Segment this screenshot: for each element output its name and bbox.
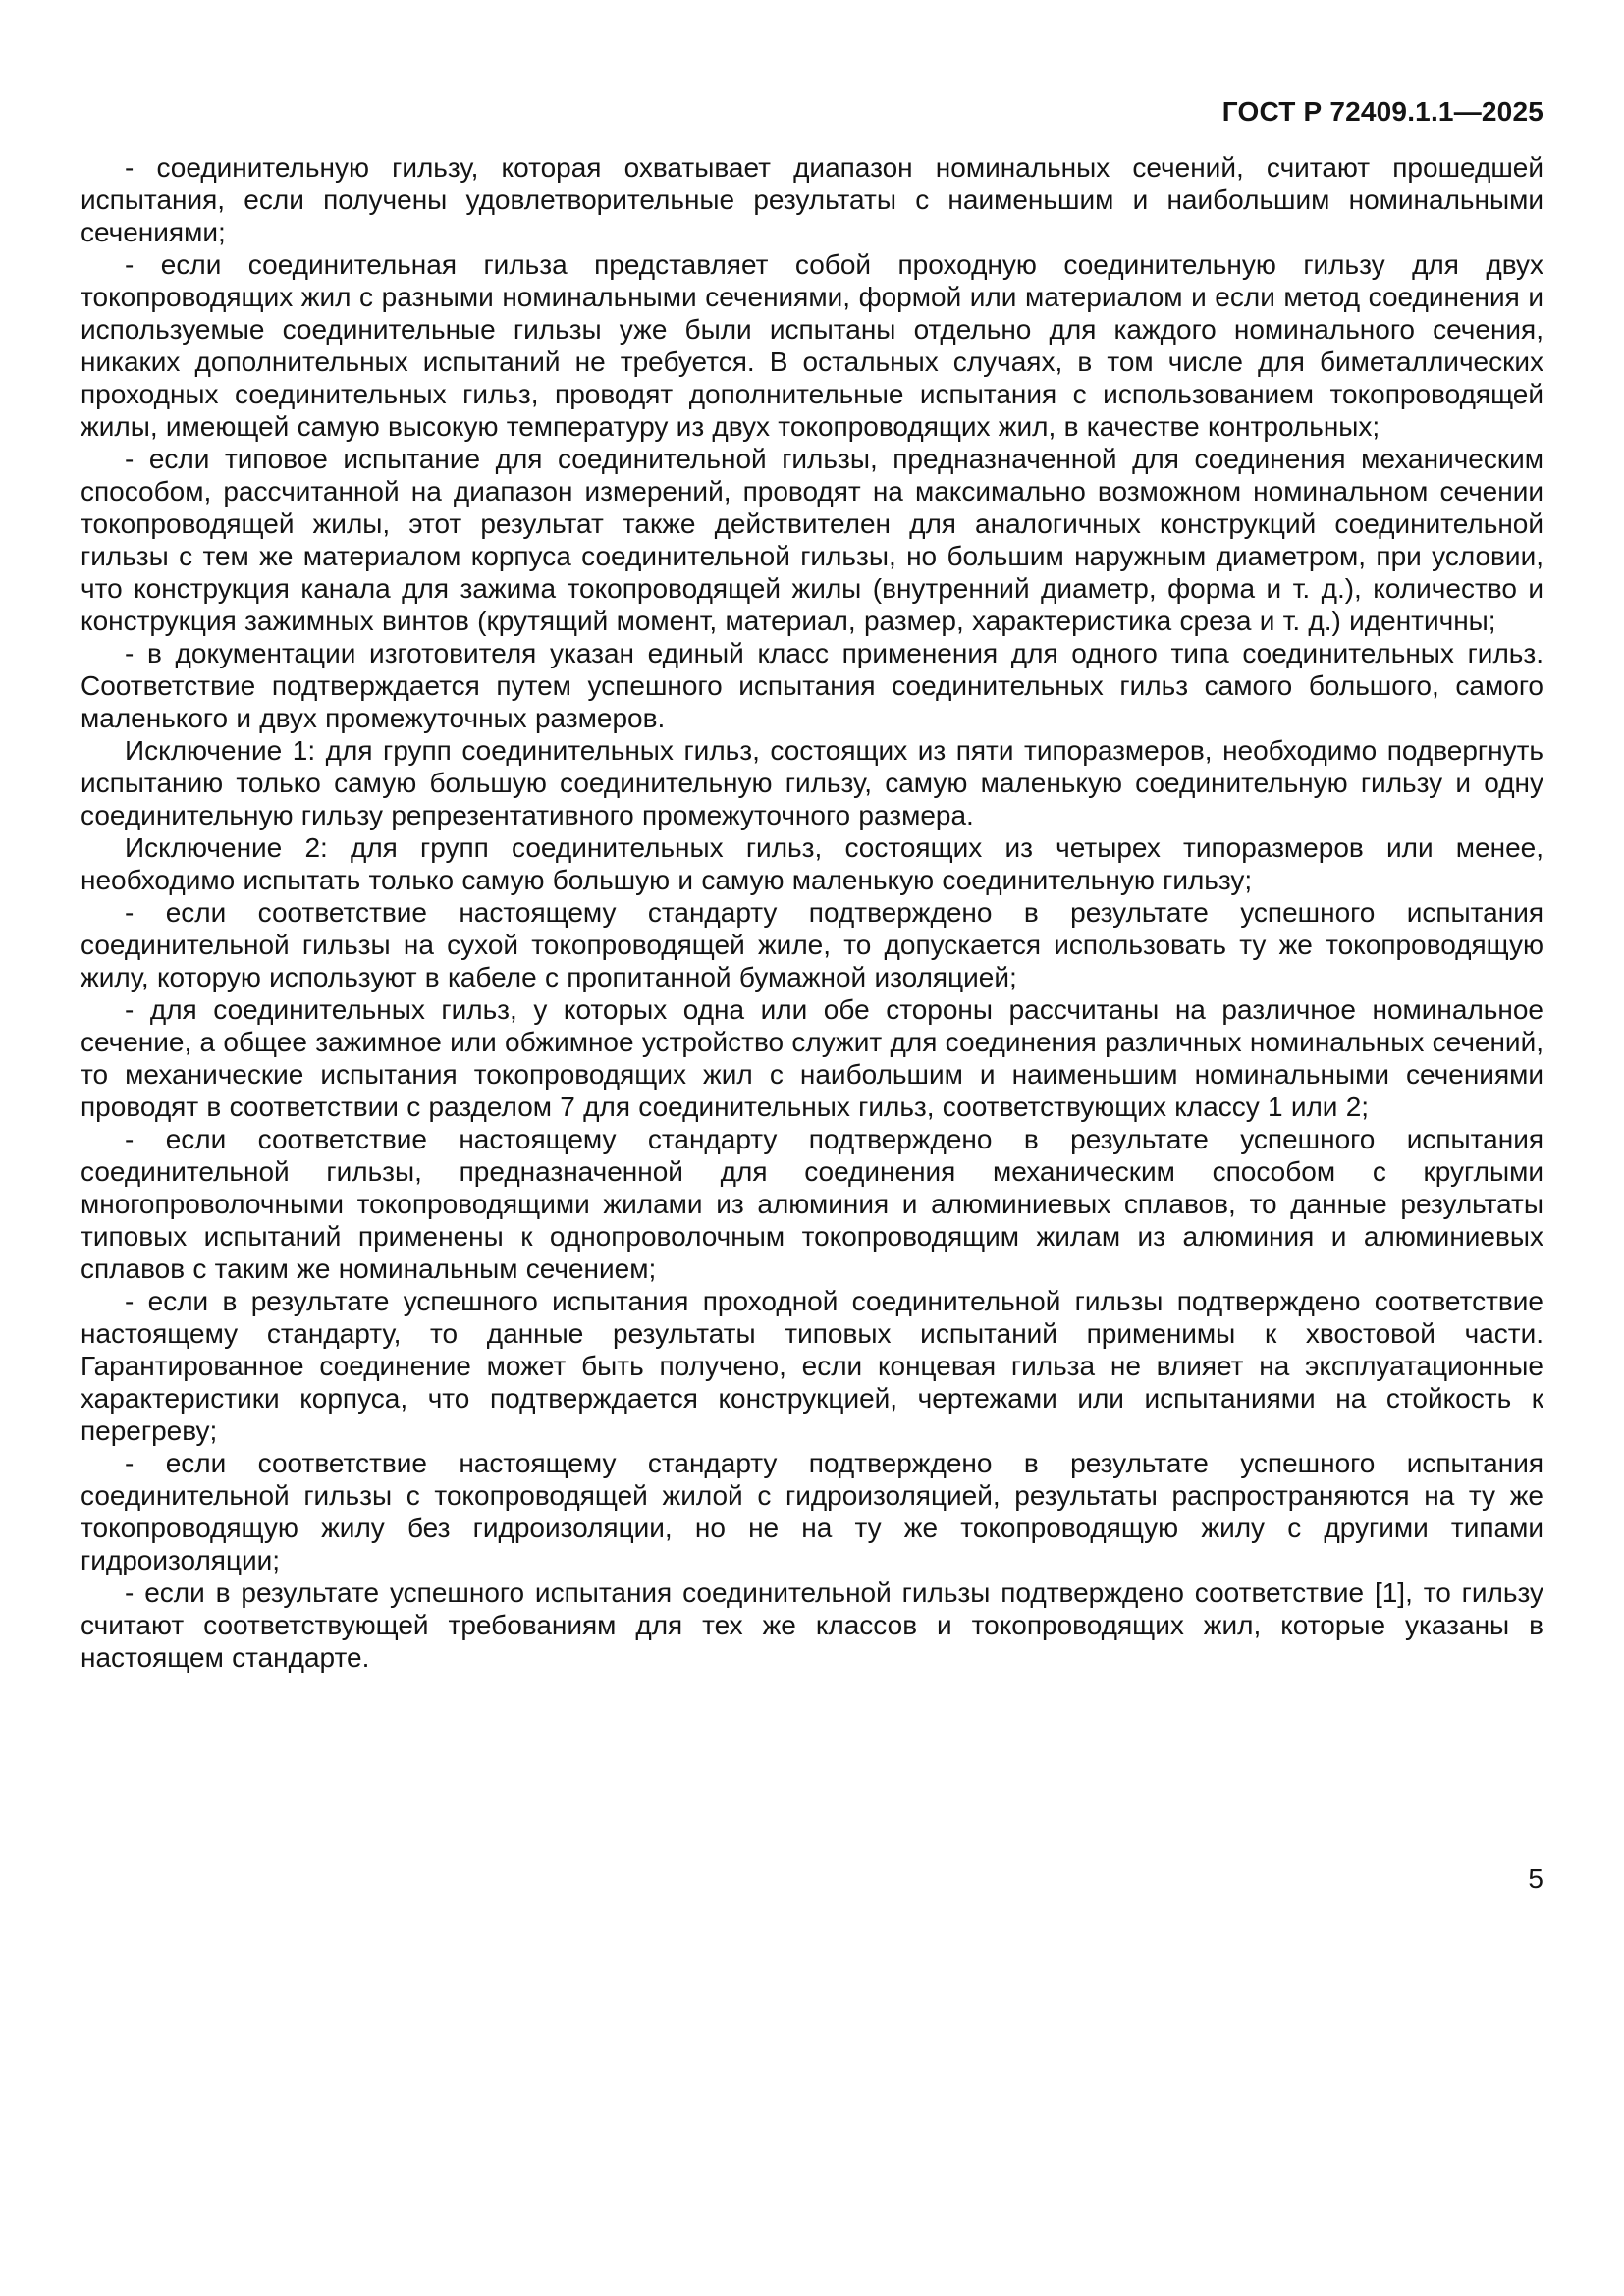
- document-body: [81, 151, 1543, 1674]
- paragraph-bullet: - в документации изготовителя указан единый класс применения для одного типа соединительных гильз. Соответствие подтверждается путем успешного испытания соединительных гильз самого большого, самого маленького и двух промежуточных размеров.: [81, 638, 1543, 733]
- page-number: 5: [1528, 1863, 1543, 1894]
- paragraph-bullet: - если соответствие настоящему стандарту подтверждено в результате успешного испытания соединительной гильзы с токопроводящей жилой с гидроизоляцией, результаты распространяются на ту же токопроводящую жилу без гидроизоляции, но не на ту же токопроводящую жилу с другими типами гидроизоляции;: [81, 1448, 1543, 1575]
- paragraph-exception-2: Исключение 2: для групп соединительных гильз, состоящих из четырех типоразмеров или менее, необходимо испытать только самую большую и самую маленькую соединительную гильзу;: [81, 832, 1543, 895]
- paragraph-bullet: - для соединительных гильз, у которых одна или обе стороны рассчитаны на различное номинальное сечение, а общее зажимное или обжимное устройство служит для соединения различных номинальных сечений, то механические испытания токопроводящих жил с наибольшим и наименьшим номинальными сечениями проводят в соответствии с разделом 7 для соединительных гильз, соответствующих классу 1 или 2;: [81, 994, 1543, 1122]
- paragraph-bullet: - если типовое испытание для соединительной гильзы, предназначенной для соединения механическим способом, рассчитанной на диапазон измерений, проводят на максимально возможном номинальном сечении токопроводящей жилы, этот результат также действителен для аналогичных конструкций соединительной гильзы с тем же материалом корпуса соединительной гильзы, но большим наружным диаметром, при условии, что конструкция канала для зажима токопроводящей жилы (внутренний диаметр, форма и т. д.), количество и конструкция зажимных винтов (крутящий момент, материал, размер, характеристика среза и т. д.) идентичны;: [81, 444, 1543, 636]
- document-header-standard-number: ГОСТ Р 72409.1.1—2025: [1221, 96, 1543, 127]
- paragraph-bullet: - если соединительная гильза представляет собой проходную соединительную гильзу для двух токопроводящих жил с разными номинальными сечениями, формой или материалом и если метод соединения и используемые соединительные гильзы уже были испытаны отдельно для каждого номинального сечения, никаких дополнительных испытаний не требуется. В остальных случаях, в том числе для биметаллических проходных соединительных гильз, проводят дополнительные испытания с использованием токопроводящей жилы, имеющей самую высокую температуру из двух токопроводящих жил, в качестве контрольных;: [81, 249, 1543, 442]
- paragraph-bullet: - если соответствие настоящему стандарту подтверждено в результате успешного испытания соединительной гильзы, предназначенной для соединения механическим способом с круглыми многопроволочными токопроводящими жилами из алюминия и алюминиевых сплавов, то данные результаты типовых испытаний применены к однопроволочным токопроводящим жилам из алюминия и алюминиевых сплавов с таким же номинальным сечением;: [81, 1124, 1543, 1284]
- paragraph-bullet: - если в результате успешного испытания проходной соединительной гильзы подтверждено соответствие настоящему стандарту, то данные результаты типовых испытаний применимы к хвостовой части. Гарантированное соединение может быть получено, если концевая гильза не влияет на эксплуатационные характеристики корпуса, что подтверждается конструкцией, чертежами или испытаниями на стойкость к перегреву;: [81, 1286, 1543, 1446]
- paragraph-bullet: - если соответствие настоящему стандарту подтверждено в результате успешного испытания соединительной гильзы на сухой токопроводящей жиле, то допускается использовать ту же токопроводящую жилу, которую используют в кабеле с пропитанной бумажной изоляцией;: [81, 897, 1543, 992]
- paragraph-bullet: - соединительную гильзу, которая охватывает диапазон номинальных сечений, считают прошедшей испытания, если получены удовлетворительные результаты с наименьшим и наибольшим номинальными сечениями;: [81, 152, 1543, 247]
- paragraph-bullet: - если в результате успешного испытания соединительной гильзы подтверждено соответствие [1], то гильзу считают соответствующей требованиям для тех же классов и токопроводящих жил, которые указаны в настоящем стандарте.: [81, 1577, 1543, 1673]
- paragraph-exception-1: Исключение 1: для групп соединительных гильз, состоящих из пяти типоразмеров, необходимо подвергнуть испытанию только самую большую соединительную гильзу, самую маленькую соединительную гильзу и одну соединительную гильзу репрезентативного промежуточного размера.: [81, 735, 1543, 830]
